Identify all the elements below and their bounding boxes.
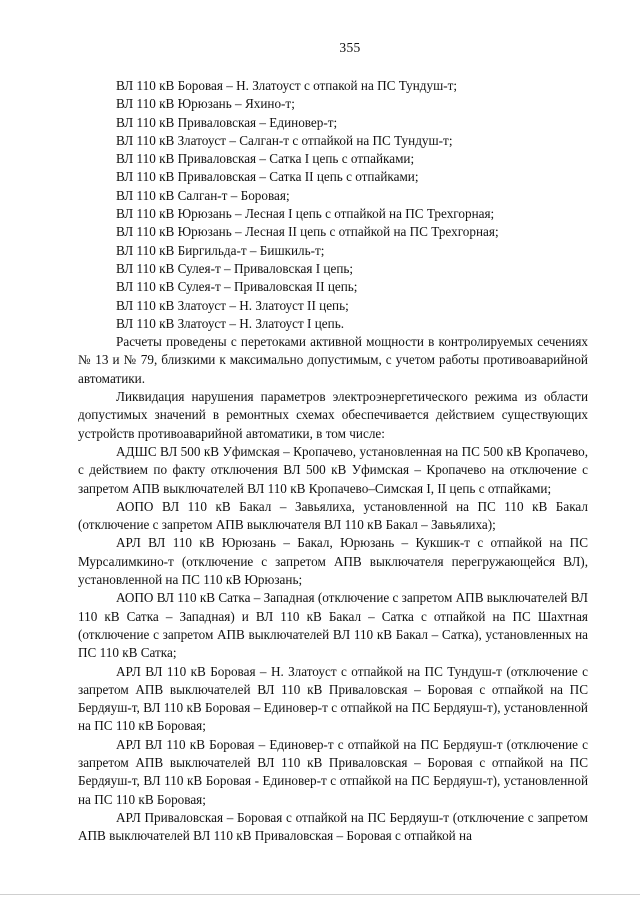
list-item: ВЛ 110 кВ Златоуст – Салган-т с отпайкой на ПС Тундуш-т; [116,132,453,148]
paragraph: АОПО ВЛ 110 кВ Бакал – Завьялиха, установленной на ПС 110 кВ Бакал (отключение с запретом АПВ выключателя ВЛ 110 кВ Бакал – Завьялиха); [78,498,588,533]
paragraph: АРЛ ВЛ 110 кВ Юрюзань – Бакал, Юрюзань – Кукшик-т с отпайкой на ПС Мурсалимкино-т (отключение с запретом АПВ выключателя перегружающейся ВЛ), установленной на ПС 110 кВ Юрюзань; [78,535,588,588]
list-item: ВЛ 110 кВ Приваловская – Единовер-т; [116,114,338,130]
list-item: ВЛ 110 кВ Приваловская – Сатка II цепь с отпайками; [116,169,419,185]
list-item: ВЛ 110 кВ Златоуст – Н. Златоуст I цепь. [116,315,345,331]
list-item: ВЛ 110 кВ Сулея-т – Приваловская II цепь; [116,279,358,295]
paragraph: АОПО ВЛ 110 кВ Сатка – Западная (отключение с запретом АПВ выключателей ВЛ 110 кВ Сатка – Западная) и ВЛ 110 кВ Бакал – Сатка с отпайкой на ПС Шахтная (отключение с запретом АПВ выключателей ВЛ 110 кВ Бакал – Сатка), установленных на ПС 110 кВ Сатка; [78,590,588,661]
page-number: 355 [339,40,361,55]
page-body [78,77,588,845]
list-item: ВЛ 110 кВ Приваловская – Сатка I цепь с отпайками; [116,151,415,167]
page-bottom-edge [0,894,640,895]
paragraph: Ликвидация нарушения параметров электроэнергетического режима из области допустимых значений в ремонтных схемах обеспечивается действием существующих устройств противоаварийной автоматики, в том числе: [78,389,588,441]
paragraph: АДШС ВЛ 500 кВ Уфимская – Кропачево, установленная на ПС 500 кВ Кропачево, с действием по факту отключения ВЛ 500 кВ Уфимская – Кропачево на отключение с запретом АПВ выключателей ВЛ 110 кВ Кропачево–Симская I, II цепь с отпайками; [78,443,588,496]
list-item: ВЛ 110 кВ Боровая – Н. Златоуст с отпакой на ПС Тундуш-т; [116,78,458,93]
list-item: ВЛ 110 кВ Салган-т – Боровая; [116,187,290,203]
list-item: ВЛ 110 кВ Юрюзань – Лесная I цепь с отпайкой на ПС Трехгорная; [116,206,495,222]
paragraph: Расчеты проведены с перетоками активной мощности в контролируемых сечениях № 13 и № 79, близкими к максимально допустимым, с учетом работы противоаварийной автоматики. [78,334,588,386]
list-item: ВЛ 110 кВ Юрюзань – Лесная II цепь с отпайкой на ПС Трехгорная; [116,224,499,240]
paragraph: АРЛ Приваловская – Боровая с отпайкой на ПС Бердяуш-т (отключение с запретом АПВ выключателей ВЛ 110 кВ Приваловская – Боровая с отпайкой на [78,809,588,844]
list-item: ВЛ 110 кВ Сулея-т – Приваловская I цепь; [116,260,354,276]
list-item: ВЛ 110 кВ Юрюзань – Яхино-т; [116,96,295,112]
paragraph: АРЛ ВЛ 110 кВ Боровая – Н. Златоуст с отпайкой на ПС Тундуш-т (отключение с запретом АПВ выключателей ВЛ 110 кВ Приваловская – Боровая с отпайкой на ПС Бердяуш-т, ВЛ 110 кВ Боровая – Единовер-т с отпайкой на ПС Бердяуш-т), установленной на ПС 110 кВ Боровая; [78,663,588,734]
list-item: ВЛ 110 кВ Биргильда-т – Бишкиль-т; [116,242,325,258]
paragraph: АРЛ ВЛ 110 кВ Боровая – Единовер-т с отпайкой на ПС Бердяуш-т (отключение с запретом АПВ выключателей ВЛ 110 кВ Приваловская – Боровая с отпайкой на ПС Бердяуш-т, ВЛ 110 кВ Боровая - Единовер-т с отпайкой на ПС Бердяуш-т), установленной на ПС 110 кВ Боровая; [78,736,588,807]
list-item: ВЛ 110 кВ Златоуст – Н. Златоуст II цепь; [116,297,349,313]
